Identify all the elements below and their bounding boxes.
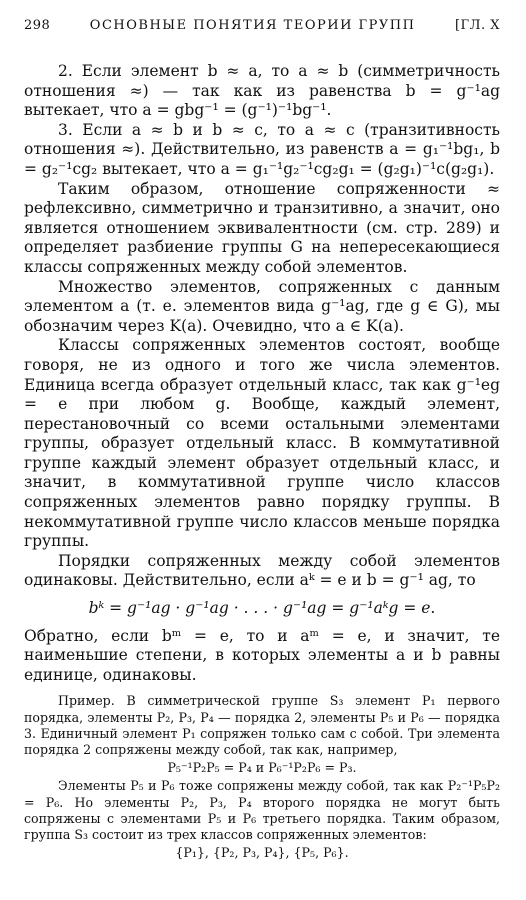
paragraph-equivalence: Таким образом, отношение сопряженности ≈ рефлексивно, симметрично и транзитивно, а значит, оно является отношением эквивалентности (см. стр. 289) и определяет разбиение группы G на непересекающиеся классы сопряженных между собой элементов. bbox=[24, 179, 500, 276]
formula-classes: {P₁}, {P₂, P₃, P₄}, {P₅, P₆}. bbox=[175, 845, 349, 861]
page-number: 298 bbox=[24, 18, 51, 33]
main-text bbox=[24, 62, 500, 861]
example-continuation: Элементы P₅ и P₆ тоже сопряжены между собой, так как P₂⁻¹P₅P₂ = P₆. Но элементы P₂, P₃, P₄ второго порядка не могут быть сопряжены с элементами P₅ и P₆ третьего порядка. Таким образом, группа S₃ состоит из трех классов сопряженных элементов: bbox=[24, 778, 500, 843]
paragraph-class-definition: Множество элементов, сопряженных с данным элементом a (т. е. элементов вида g⁻¹ag, где g ∈ G), мы обозначим через K(a). Очевидно, что a ∈ K(a). bbox=[24, 277, 500, 335]
formula-conjugation: P₅⁻¹P₂P₅ = P₄ и P₆⁻¹P₂P₆ = P₃. bbox=[167, 760, 357, 776]
page-header bbox=[24, 18, 500, 40]
paragraph-converse: Обратно, если bᵐ = e, то и aᵐ = e, и значит, те наименьшие степени, в которых элементы a и b равны единице, одинаковы. bbox=[24, 626, 500, 684]
example-intro: Пример. В симметрической группе S₃ элемент P₁ первого порядка, элементы P₂, P₃, P₄ — порядка 2, элементы P₅ и P₆ — порядка 3. Единичный элемент P₁ сопряжен только сам с собой. Три элемента порядка 2 сопряжены между собой, так как, например, bbox=[24, 693, 500, 758]
paragraph-orders: Порядки сопряженных между собой элементов одинаковы. Действительно, если aᵏ = e и b = g⁻¹ ag, то bbox=[24, 551, 500, 590]
formula-power: bᵏ = g⁻¹ag · g⁻¹ag · . . . · g⁻¹ag = g⁻¹aᵏg = e. bbox=[88, 599, 436, 618]
paragraph-transitivity: 3. Если a ≈ b и b ≈ c, то a ≈ c (транзитивность отношения ≈). Действительно, из равенств a = g₁⁻¹bg₁, b = g₂⁻¹cg₂ вытекает, что a = g₁⁻¹g₂⁻¹cg₂g₁ = (g₂g₁)⁻¹c(g₂g₁). bbox=[24, 120, 500, 178]
running-title: ОСНОВНЫЕ ПОНЯТИЯ ТЕОРИИ ГРУПП bbox=[89, 18, 416, 33]
chapter-label: [ГЛ. X bbox=[454, 18, 500, 33]
paragraph-symmetry: 2. Если элемент b ≈ a, то a ≈ b (симметричность отношения ≈) — так как из равенства b = g⁻¹ag вытекает, что a = gbg⁻¹ = (g⁻¹)⁻¹bg⁻¹. bbox=[24, 62, 500, 120]
example-block bbox=[24, 693, 500, 861]
paragraph-class-sizes: Классы сопряженных элементов состоят, вообще говоря, не из одного и того же числа элементов. Единица всегда образует отдельный класс, так как g⁻¹eg = e при любом g. Вообще, каждый элемент, перестановочный со всеми остальными элементами группы, образует отдельный класс. В коммутативной группе каждый элемент образует отдельный класс, и значит, в коммутативной группе число классов сопряженных элементов равно порядку группы. В некоммутативной группе число классов меньше порядка группы. bbox=[24, 336, 500, 551]
